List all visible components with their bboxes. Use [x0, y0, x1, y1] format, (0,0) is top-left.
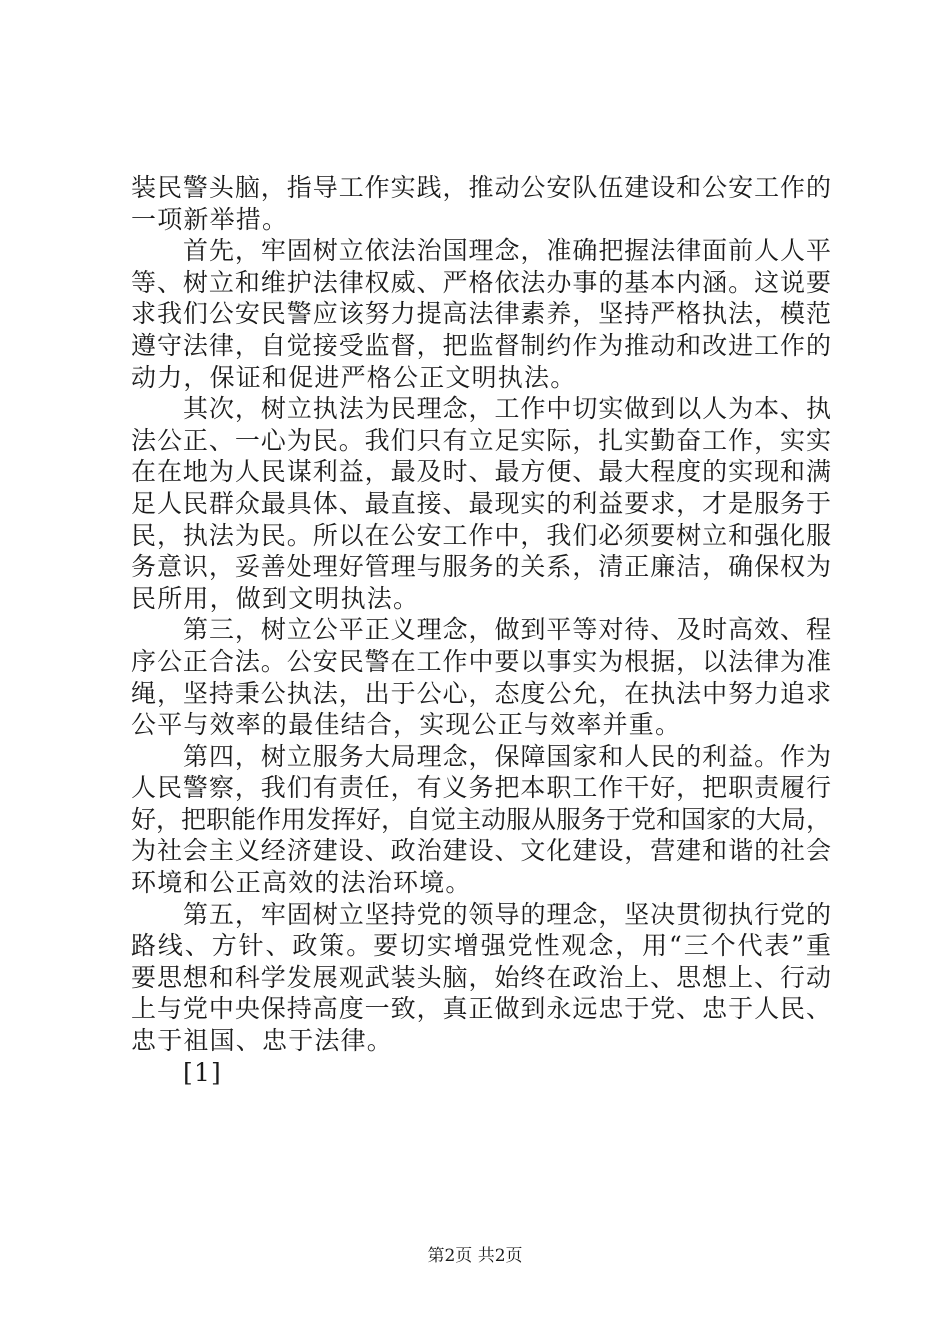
reference-marker: [1]	[183, 1057, 223, 1087]
paragraph-first-line: 第三，树立公平正义理念，做到平等对待、及时高效、程	[183, 615, 831, 645]
paragraph-first-line: 第四，树立服务大局理念，保障国家和人民的利益。作为	[183, 741, 831, 771]
text-line: 绳，坚持秉公执法，出于公心，态度公允，在执法中努力追求	[131, 678, 831, 708]
text-line: 好，把职能作用发挥好，自觉主动服从服务于党和国家的大局，	[131, 804, 832, 834]
text-line: 求我们公安民警应该努力提高法律素养，坚持严格执法，模范	[131, 299, 831, 329]
text-line: 足人民群众最具体、最直接、最现实的利益要求，才是服务于	[131, 488, 831, 518]
text-line: 忠于祖国、忠于法律。	[131, 1026, 394, 1056]
paragraph-first-line: 其次，树立执法为民理念，工作中切实做到以人为本、执	[183, 394, 831, 424]
text-line: 务意识，妥善处理好管理与服务的关系，清正廉洁，确保权为	[131, 552, 831, 582]
text-line: 一项新举措。	[131, 204, 289, 234]
text-line: 环境和公正高效的法治环境。	[131, 868, 472, 898]
paragraph-first-line: 首先，牢固树立依法治国理念，准确把握法律面前人人平	[183, 236, 831, 266]
text-line: 民所用，做到文明执法。	[131, 583, 420, 613]
paragraph-first-line: 第五，牢固树立坚持党的领导的理念，坚决贯彻执行党的	[183, 899, 831, 929]
text-line: 动力，保证和促进严格公正文明执法。	[131, 362, 577, 392]
document-body	[131, 172, 831, 1088]
text-line: 装民警头脑，指导工作实践，推动公安队伍建设和公安工作的	[131, 173, 831, 202]
text-line: 上与党中央保持高度一致，真正做到永远忠于党、忠于人民、	[131, 994, 831, 1024]
text-line: 公平与效率的最佳结合，实现公正与效率并重。	[131, 710, 682, 740]
text-line: 人民警察，我们有责任，有义务把本职工作干好，把职责履行	[131, 773, 831, 803]
text-line: 民，执法为民。所以在公安工作中，我们必须要树立和强化服	[131, 520, 831, 550]
text-line: 为社会主义经济建设、政治建设、文化建设，营建和谐的社会	[131, 836, 831, 866]
text-line: 在在地为人民谋利益，最及时、最方便、最大程度的实现和满	[131, 457, 831, 487]
text-line: 序公正合法。公安民警在工作中要以事实为根据，以法律为准	[131, 646, 831, 676]
text-line: 等、树立和维护法律权威、严格依法办事的基本内涵。这说要	[131, 267, 831, 297]
text-line: 路线、方针、政策。要切实增强党性观念，用“三个代表”重	[131, 931, 831, 961]
text-line: 法公正、一心为民。我们只有立足实际，扎实勤奋工作，实实	[131, 425, 831, 455]
page-number-footer: 第2页 共2页	[427, 1246, 523, 1266]
text-line: 遵守法律，自觉接受监督，把监督制约作为推动和改进工作的	[131, 330, 831, 360]
text-line: 要思想和科学发展观武装头脑，始终在政治上、思想上、行动	[131, 962, 831, 992]
